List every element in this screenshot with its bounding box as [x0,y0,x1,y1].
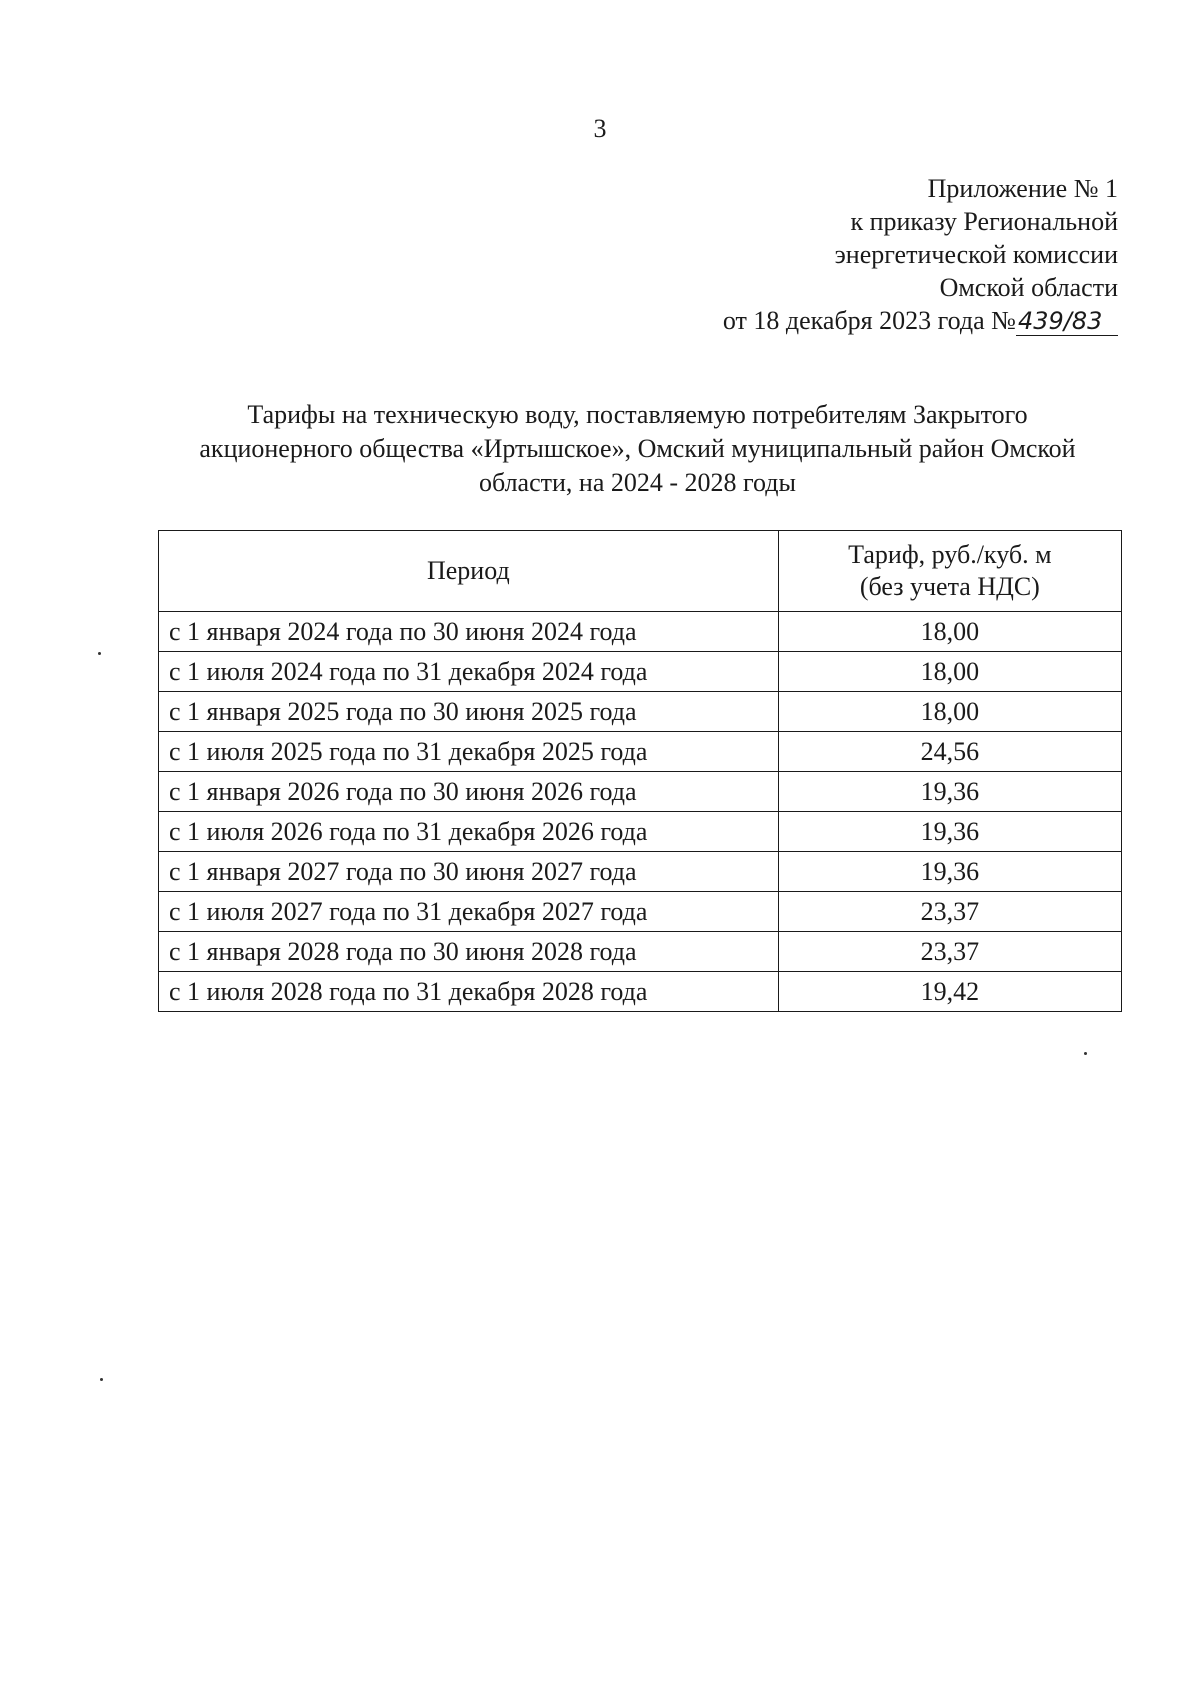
tariff-cell: 23,37 [778,892,1121,932]
header-tariff-line2: (без учета НДС) [859,572,1040,601]
appendix-date-prefix: от 18 декабря 2023 года № [722,306,1016,335]
tariff-cell: 19,36 [778,812,1121,852]
tariff-table [158,530,1122,1012]
period-cell: с 1 января 2024 года по 30 июня 2024 года [159,612,779,652]
appendix-line: Омской области [939,273,1118,302]
tariff-cell: 19,36 [778,852,1121,892]
appendix-line: к приказу Региональной [850,207,1118,236]
period-cell: с 1 июля 2028 года по 31 декабря 2028 года [159,972,779,1012]
period-cell: с 1 июля 2025 года по 31 декабря 2025 года [159,732,779,772]
scan-speck [98,652,101,655]
header-tariff [778,531,1121,612]
title-line: области, на 2024 - 2028 годы [479,468,796,497]
period-cell: с 1 января 2025 года по 30 июня 2025 года [159,692,779,732]
table-row [159,692,1122,732]
table-row [159,932,1122,972]
header-tariff-line1: Тариф, руб./куб. м [848,540,1052,569]
table-row [159,972,1122,1012]
tariff-cell: 19,42 [778,972,1121,1012]
order-number-handwritten: 439/83 [1016,307,1118,336]
table-row [159,772,1122,812]
tariff-cell: 19,36 [778,772,1121,812]
table-row [159,852,1122,892]
table-row [159,812,1122,852]
scan-speck [1084,1052,1087,1055]
appendix-line: Приложение № 1 [927,174,1118,203]
tariff-cell: 18,00 [778,692,1121,732]
period-cell: с 1 января 2028 года по 30 июня 2028 года [159,932,779,972]
appendix-line: энергетической комиссии [834,240,1118,269]
period-cell: с 1 июля 2024 года по 31 декабря 2024 года [159,652,779,692]
period-cell: с 1 июля 2026 года по 31 декабря 2026 года [159,812,779,852]
table-row [159,732,1122,772]
table-header-row [159,531,1122,612]
page-number: 3 [593,114,607,143]
table-row [159,652,1122,692]
table-row [159,612,1122,652]
table-row [159,892,1122,932]
scan-speck [100,1378,103,1381]
appendix-block [558,172,1118,337]
header-period: Период [159,531,779,612]
title-line: Тарифы на техническую воду, поставляемую потребителям Закрытого [247,400,1028,429]
tariff-cell: 24,56 [778,732,1121,772]
period-cell: с 1 января 2027 года по 30 июня 2027 года [159,852,779,892]
period-cell: с 1 июля 2027 года по 31 декабря 2027 года [159,892,779,932]
tariff-cell: 18,00 [778,612,1121,652]
appendix-date-line [558,304,1118,337]
tariff-cell: 23,37 [778,932,1121,972]
tariff-cell: 18,00 [778,652,1121,692]
period-cell: с 1 января 2026 года по 30 июня 2026 года [159,772,779,812]
title-line: акционерного общества «Иртышское», Омский муниципальный район Омской [199,434,1076,463]
document-title [150,398,1125,500]
